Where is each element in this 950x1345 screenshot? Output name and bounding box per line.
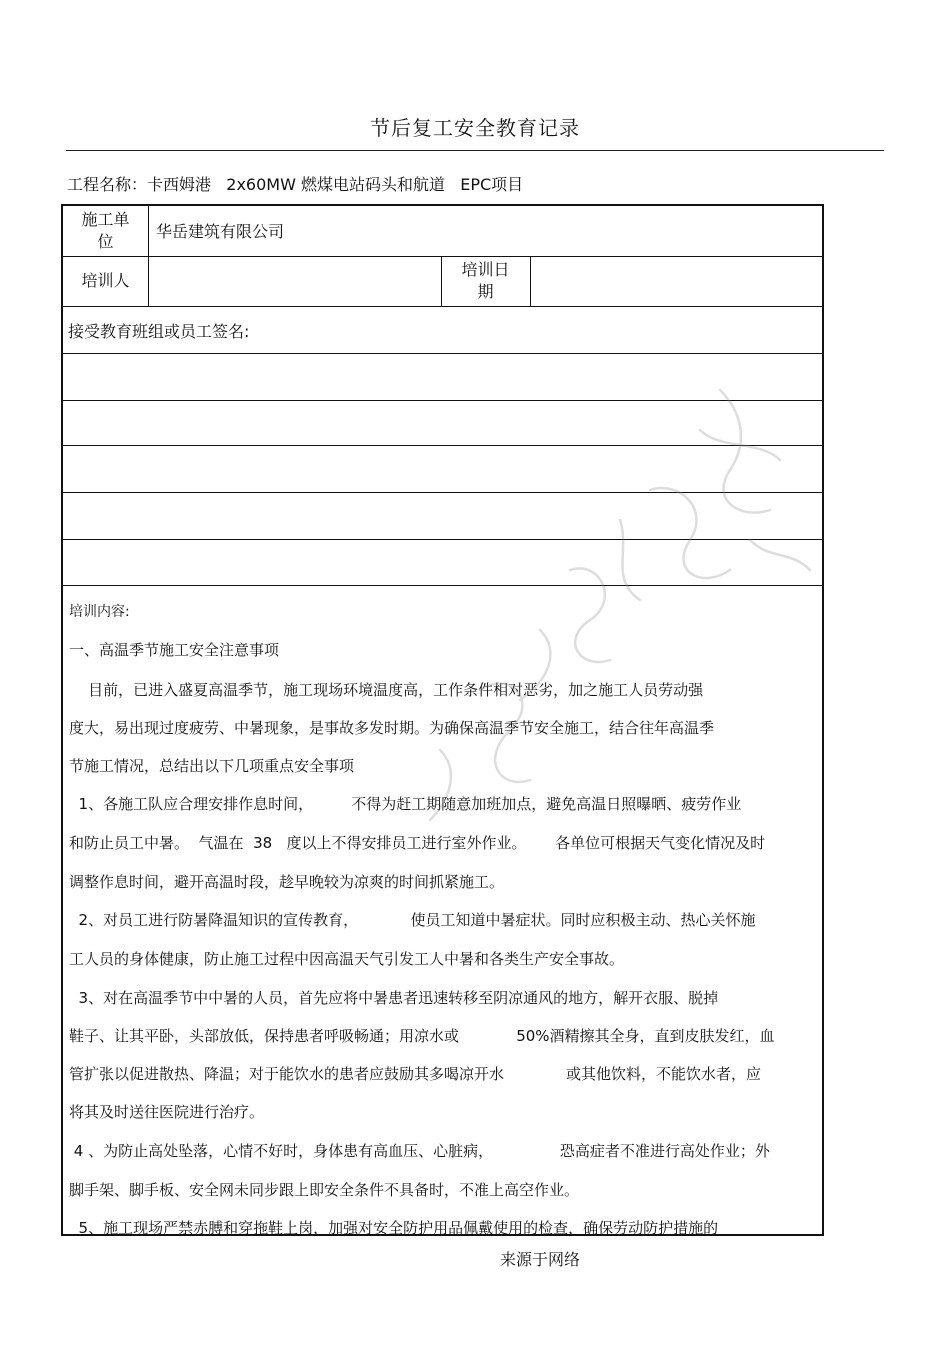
signature-row[interactable]	[63, 493, 824, 539]
construction-unit-label-line2: 位	[97, 232, 114, 251]
content-line: 4 、为防止高处坠落，心情不好时，身体患有高血压、心脏病， 恐高症者不准进行高处作业；外	[69, 1142, 770, 1160]
signature-row[interactable]	[63, 354, 824, 400]
content-line: 5、施工现场严禁赤膊和穿拖鞋上岗，加强对安全防护用品佩戴使用的检查，确保劳动防护措施的	[69, 1219, 719, 1237]
project-name: 工程名称：卡西姆港 2x60MW 燃煤电站码头和航道 EPC项目	[67, 175, 524, 194]
construction-unit-label	[63, 206, 148, 256]
content-line: 工人员的身体健康，防止施工过程中因高温天气引发工人中暑和各类生产安全事故。	[69, 950, 625, 968]
trainer-label: 培训人	[81, 271, 130, 290]
signature-row[interactable]	[63, 401, 824, 445]
training-date-field[interactable]	[531, 256, 824, 306]
construction-unit-value[interactable]: 华岳建筑有限公司	[156, 222, 285, 241]
trainer-field[interactable]	[149, 256, 441, 306]
section-title: 一、高温季节施工安全注意事项	[69, 641, 280, 659]
content-line: 将其及时送往医院进行治疗。	[69, 1103, 265, 1121]
row-divider	[63, 585, 822, 586]
content-line: 3、对在高温季节中中暑的人员，首先应将中暑患者迅速转移至阴凉通风的地方，解开衣服、脱掉	[69, 989, 719, 1007]
content-heading: 培训内容:	[69, 604, 130, 620]
signature-row[interactable]	[63, 540, 824, 585]
row-divider	[63, 306, 822, 307]
content-line: 目前，已进入盛夏高温季节，施工现场环境温度高，工作条件相对恶劣，加之施工人员劳动强	[69, 681, 704, 699]
content-line: 鞋子、让其平卧，头部放低，保持患者呼吸畅通；用凉水或 50%酒精擦其全身，直到皮肤发红，血	[69, 1027, 775, 1045]
document-title: 节后复工安全教育记录	[370, 116, 580, 140]
training-date-label-line1: 培训日	[461, 260, 510, 279]
record-table	[61, 204, 824, 1236]
training-date-label-line2: 期	[477, 282, 494, 301]
construction-unit-label-line1: 施工单	[81, 210, 130, 229]
source-footer: 来源于网络	[500, 1250, 581, 1269]
content-line: 1、各施工队应合理安排作息时间， 不得为赶工期随意加班加点，避免高温日照曝晒、疲劳作业	[69, 795, 742, 813]
signature-row[interactable]	[63, 446, 824, 492]
content-line: 脚手架、脚手板、安全网未同步跟上即安全条件不具备时，不准上高空作业。	[69, 1181, 580, 1199]
content-line: 和防止员工中暑。 气温在 38 度以上不得安排员工进行室外作业。 各单位可根据天气变化情况及时	[69, 834, 766, 852]
content-line: 调整作息时间，避开高温时段，趁早晚较为凉爽的时间抓紧施工。	[69, 873, 505, 891]
content-line: 管扩张以促进散热、降温；对于能饮水的患者应鼓励其多喝凉开水 或其他饮料，不能饮水者，应	[69, 1065, 761, 1083]
title-divider	[66, 150, 884, 151]
content-line: 2、对员工进行防暑降温知识的宣传教育， 使员工知道中暑症状。同时应积极主动、热心关怀施	[69, 911, 756, 929]
signature-label: 接受教育班组或员工签名:	[68, 322, 250, 341]
training-date-label	[441, 256, 530, 306]
content-line: 节施工情况，总结出以下几项重点安全事项	[69, 757, 355, 775]
content-line: 度大，易出现过度疲劳、中暑现象，是事故多发时期。为确保高温季节安全施工，结合往年高温季	[69, 719, 715, 737]
